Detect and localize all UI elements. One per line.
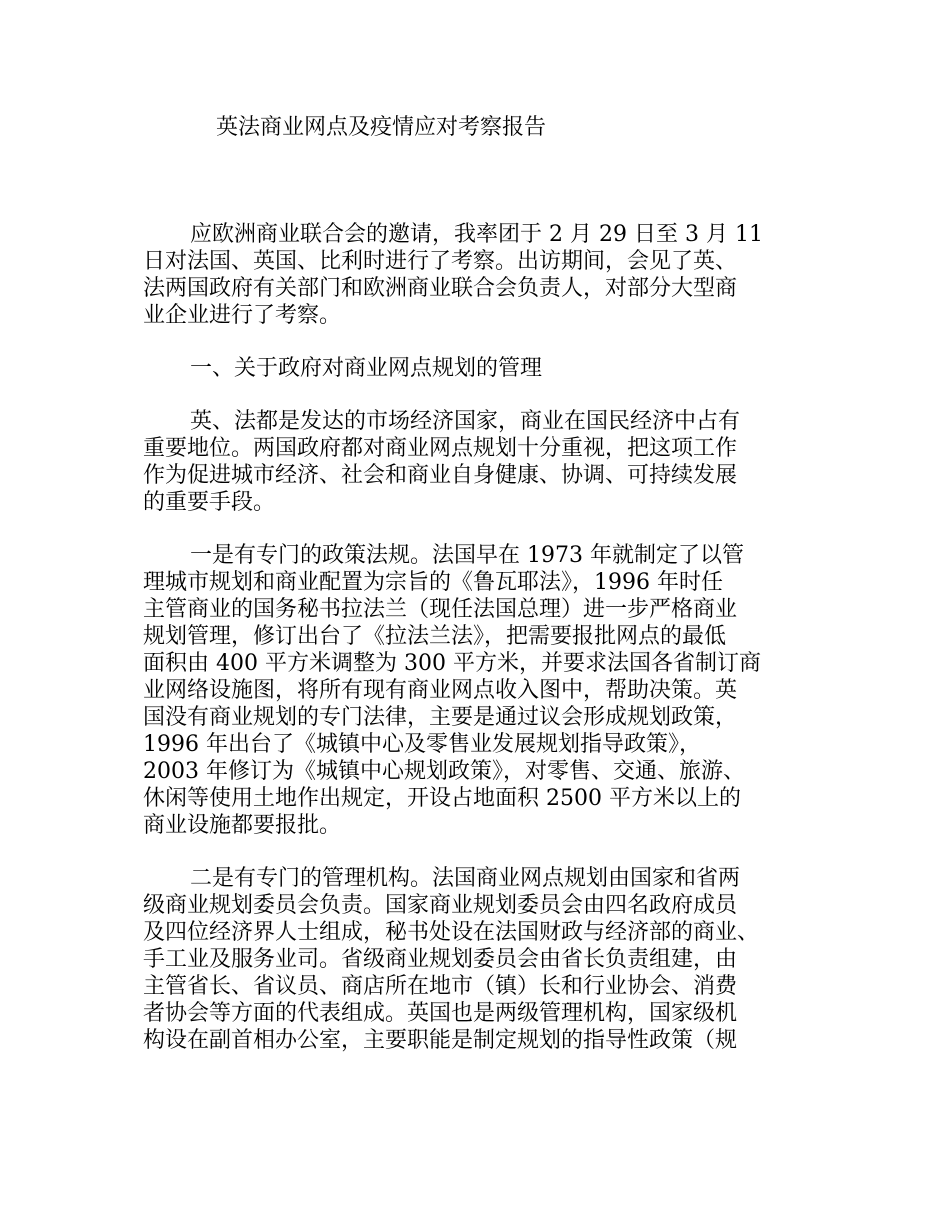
text-line: 构设在副首相办公室，主要职能是制定规划的指导性政策（规 [143, 1028, 738, 1053]
text-line: 商业设施都要报批。 [143, 813, 342, 838]
text-line: 英、法都是发达的市场经济国家，商业在国民经济中占有 [190, 409, 741, 434]
paragraph-policy [143, 542, 823, 839]
text-line: 应欧洲商业联合会的邀请，我率团于 2 月 29 日至 3 月 11 [190, 222, 763, 247]
text-line: 主管商业的国务秘书拉法兰（现任法国总理）进一步严格商业 [143, 597, 738, 622]
text-line: 日对法国、英国、比利时进行了考察。出访期间，会见了英、 [143, 249, 738, 274]
text-line: 者协会等方面的代表组成。英国也是两级管理机构，国家级机 [143, 1001, 738, 1026]
text-line: 及四位经济界人士组成，秘书处设在法国财政与经济部的商业、 [143, 920, 760, 945]
text-line: 重要地位。两国政府都对商业网点规划十分重视，把这项工作 [143, 436, 738, 461]
document-title: 英法商业网点及疫情应对考察报告 [216, 115, 547, 140]
text-line: 面积由 400 平方米调整为 300 平方米，并要求法国各省制订商 [143, 651, 761, 676]
text-line: 一、关于政府对商业网点规划的管理 [190, 356, 543, 381]
text-line: 休闲等使用土地作出规定，开设占地面积 2500 平方米以上的 [143, 786, 741, 811]
text-line: 手工业及服务业司。省级商业规划委员会由省长负责组建，由 [143, 947, 738, 972]
paragraph-overview [143, 408, 823, 516]
text-line: 的重要手段。 [143, 490, 276, 515]
text-line: 作为促进城市经济、社会和商业自身健康、协调、可持续发展 [143, 463, 738, 488]
text-line: 规划管理，修订出台了《拉法兰法》，把需要报批网点的最低 [143, 624, 727, 649]
text-line: 级商业规划委员会负责。国家商业规划委员会由四名政府成员 [143, 893, 738, 918]
text-line: 主管省长、省议员、商店所在地市（镇）长和行业协会、消费 [143, 974, 738, 999]
text-line: 法两国政府有关部门和欧洲商业联合会负责人，对部分大型商 [143, 276, 738, 301]
text-line: 业企业进行了考察。 [143, 303, 342, 328]
text-line: 一是有专门的政策法规。法国早在 1973 年就制定了以管 [190, 543, 744, 568]
document-body [143, 221, 823, 1080]
text-line: 二是有专门的管理机构。法国商业网点规划由国家和省两 [190, 866, 741, 891]
paragraph-agencies [143, 865, 823, 1054]
text-line: 国没有商业规划的专门法律，主要是通过议会形成规划政策， [143, 705, 738, 730]
text-line: 2003 年修订为《城镇中心规划政策》，对零售、交通、旅游、 [143, 759, 745, 784]
text-line: 业网络设施图，将所有现有商业网点收入图中，帮助决策。英 [143, 678, 738, 703]
section-heading [143, 355, 823, 382]
text-line: 理城市规划和商业配置为宗旨的《鲁瓦耶法》，1996 年时任 [143, 570, 723, 595]
paragraph-intro [143, 221, 823, 329]
text-line: 1996 年出台了《城镇中心及零售业发展规划指导政策》， [143, 732, 701, 757]
